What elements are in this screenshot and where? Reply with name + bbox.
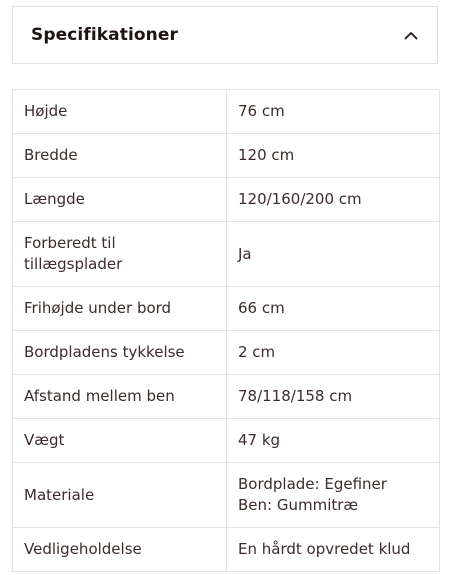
spec-value: 47 kg — [227, 419, 440, 463]
spec-label: Vægt — [13, 419, 227, 463]
spec-value-line: Bordplade: Egefiner — [238, 475, 387, 493]
table-row — [13, 134, 440, 178]
table-row — [13, 463, 440, 528]
spec-value: 2 cm — [227, 331, 440, 375]
spec-label: Frihøjde under bord — [13, 287, 227, 331]
table-row — [13, 375, 440, 419]
spec-label: Vedligeholdelse — [13, 528, 227, 572]
table-row — [13, 222, 440, 287]
table-row — [13, 528, 440, 572]
spec-value: 120 cm — [227, 134, 440, 178]
spec-value: 78/118/158 cm — [227, 375, 440, 419]
table-row — [13, 90, 440, 134]
spec-label: Længde — [13, 178, 227, 222]
table-row — [13, 419, 440, 463]
spec-value-line: Ben: Gummitræ — [238, 496, 359, 514]
spec-value: En hårdt opvredet klud — [227, 528, 440, 572]
specifications-accordion-header[interactable] — [12, 6, 438, 64]
spec-value: Ja — [227, 222, 440, 287]
spec-label: Afstand mellem ben — [13, 375, 227, 419]
spec-value: 66 cm — [227, 287, 440, 331]
spec-value: 120/160/200 cm — [227, 178, 440, 222]
table-row — [13, 178, 440, 222]
spec-label: Forberedt til tillægsplader — [13, 222, 227, 287]
spec-value: 76 cm — [227, 90, 440, 134]
table-row — [13, 287, 440, 331]
spec-value — [227, 463, 440, 528]
spec-label: Materiale — [13, 463, 227, 528]
accordion-title: Specifikationer — [31, 25, 178, 45]
spec-label: Højde — [13, 90, 227, 134]
chevron-up-icon[interactable] — [403, 27, 419, 43]
specifications-table — [12, 89, 440, 572]
spec-label: Bordpladens tykkelse — [13, 331, 227, 375]
spec-label: Bredde — [13, 134, 227, 178]
table-row — [13, 331, 440, 375]
